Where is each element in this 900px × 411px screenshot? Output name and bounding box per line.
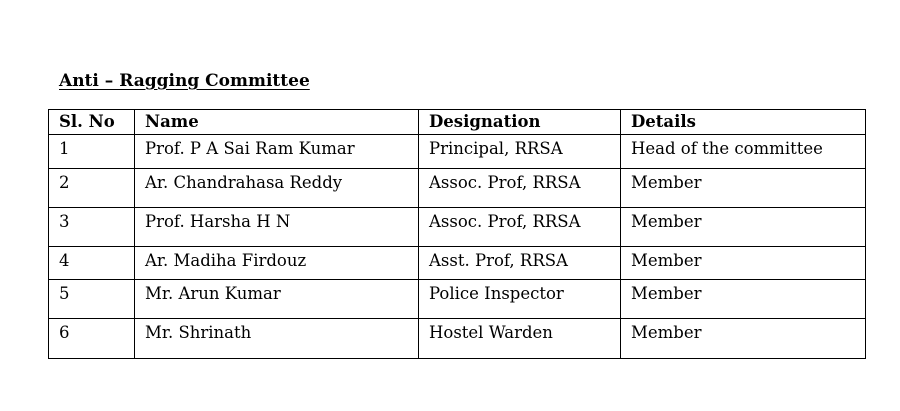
cell-designation: Hostel Warden	[419, 319, 621, 359]
cell-designation: Assoc. Prof, RRSA	[419, 169, 621, 208]
cell-name: Prof. P A Sai Ram Kumar	[135, 135, 419, 169]
cell-details: Member	[621, 247, 866, 280]
cell-sl-no: 4	[49, 247, 135, 280]
cell-name: Mr. Arun Kumar	[135, 280, 419, 319]
table-row	[49, 319, 866, 359]
cell-details: Member	[621, 319, 866, 359]
cell-sl-no: 2	[49, 169, 135, 208]
cell-details: Member	[621, 280, 866, 319]
cell-name: Prof. Harsha H N	[135, 208, 419, 247]
cell-designation: Principal, RRSA	[419, 135, 621, 169]
table-row	[49, 169, 866, 208]
column-header-name: Name	[135, 110, 419, 135]
committee-table	[48, 109, 866, 359]
table-row	[49, 208, 866, 247]
table-row	[49, 247, 866, 280]
cell-details: Head of the committee	[621, 135, 866, 169]
cell-sl-no: 6	[49, 319, 135, 359]
table-row	[49, 135, 866, 169]
cell-name: Ar. Madiha Firdouz	[135, 247, 419, 280]
cell-name: Mr. Shrinath	[135, 319, 419, 359]
cell-details: Member	[621, 169, 866, 208]
cell-sl-no: 1	[49, 135, 135, 169]
cell-name: Ar. Chandrahasa Reddy	[135, 169, 419, 208]
cell-designation: Police Inspector	[419, 280, 621, 319]
cell-designation: Assoc. Prof, RRSA	[419, 208, 621, 247]
table-header-row	[49, 110, 866, 135]
column-header-sl-no: Sl. No	[49, 110, 135, 135]
cell-sl-no: 5	[49, 280, 135, 319]
table-row	[49, 280, 866, 319]
cell-designation: Asst. Prof, RRSA	[419, 247, 621, 280]
cell-details: Member	[621, 208, 866, 247]
committee-heading: Anti – Ragging Committee	[59, 71, 310, 91]
column-header-designation: Designation	[419, 110, 621, 135]
cell-sl-no: 3	[49, 208, 135, 247]
column-header-details: Details	[621, 110, 866, 135]
